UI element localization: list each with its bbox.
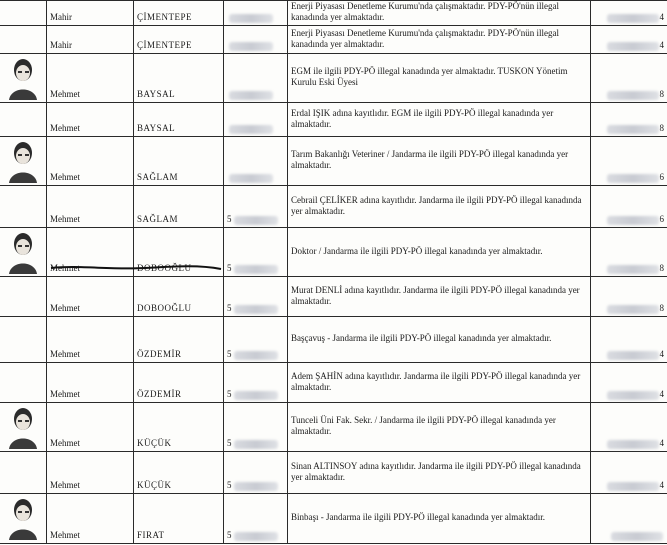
first-name-cell: Mehmet bbox=[47, 317, 134, 363]
table-row bbox=[0, 317, 667, 363]
photo-cell bbox=[0, 363, 47, 403]
table-row bbox=[0, 277, 667, 317]
last-name-cell: DOBOOĞLU bbox=[134, 228, 224, 277]
last-name-cell: KÜÇÜK bbox=[134, 403, 224, 452]
id-number-cell bbox=[224, 228, 288, 277]
id-visible-digit: 5 bbox=[227, 303, 232, 314]
table-row bbox=[0, 186, 667, 228]
id-number-cell bbox=[224, 137, 288, 186]
id-number-cell bbox=[224, 186, 288, 228]
photo-cell bbox=[0, 26, 47, 54]
description-cell: Tarım Bakanlığı Veteriner / Jandarma ile ilgili PDY-PÖ illegal kanadında yer almaktadır. bbox=[288, 137, 591, 186]
phone-visible-digit: 6 bbox=[660, 214, 665, 225]
redacted-id-blur bbox=[229, 91, 273, 100]
id-visible-digit: 5 bbox=[227, 480, 232, 491]
photo-cell bbox=[0, 186, 47, 228]
first-name-cell: Mehmet bbox=[47, 277, 134, 317]
redacted-id-blur bbox=[234, 391, 278, 400]
last-name-cell: FIRAT bbox=[134, 494, 224, 544]
first-name-cell: Mehmet bbox=[47, 228, 134, 277]
redacted-id-blur bbox=[229, 42, 273, 51]
id-visible-digit: 5 bbox=[227, 438, 232, 449]
photo-cell bbox=[0, 54, 47, 103]
table-row bbox=[0, 54, 667, 103]
table-row bbox=[0, 452, 667, 494]
photo-cell bbox=[0, 103, 47, 137]
first-name-cell: Mehmet bbox=[47, 403, 134, 452]
phone-code-cell bbox=[591, 363, 667, 403]
phone-visible-digit: 4 bbox=[660, 389, 665, 400]
phone-code-cell bbox=[591, 1, 667, 26]
phone-visible-digit: 4 bbox=[660, 40, 665, 51]
description-cell: Tunceli Üni Fak. Sekr. / Jandarma ile ilgili PDY-PÖ illegal kanadında yer almaktadır. bbox=[288, 403, 591, 452]
description-cell: Enerji Piyasası Denetleme Kurumu'nda çalışmaktadır. PDY-PÖ'nün illegal kanadında yer almaktadır. bbox=[288, 26, 591, 54]
id-number-cell bbox=[224, 452, 288, 494]
id-visible-digit: 5 bbox=[227, 349, 232, 360]
redacted-phone-blur bbox=[611, 532, 663, 541]
last-name-cell: ÖZDEMİR bbox=[134, 317, 224, 363]
redacted-phone-blur bbox=[607, 14, 659, 23]
id-number-cell bbox=[224, 403, 288, 452]
person-photo bbox=[1, 403, 45, 451]
phone-visible-digit: 8 bbox=[660, 89, 665, 100]
redacted-phone-blur bbox=[607, 351, 659, 360]
redacted-phone-blur bbox=[607, 91, 659, 100]
id-visible-digit: 5 bbox=[227, 214, 232, 225]
table-row bbox=[0, 494, 667, 544]
description-cell: Enerji Piyasası Denetleme Kurumu'nda çalışmaktadır. PDY-PÖ'nün illegal kanadında yer almaktadır. bbox=[288, 1, 591, 26]
phone-code-cell bbox=[591, 103, 667, 137]
id-number-cell bbox=[224, 317, 288, 363]
last-name-cell: BAYSAL bbox=[134, 103, 224, 137]
first-name-cell: Mahir bbox=[47, 1, 134, 26]
redacted-id-blur bbox=[229, 14, 273, 23]
phone-visible-digit: 8 bbox=[660, 123, 665, 134]
photo-cell bbox=[0, 403, 47, 452]
photo-cell bbox=[0, 137, 47, 186]
id-number-cell bbox=[224, 26, 288, 54]
phone-visible-digit: 8 bbox=[660, 303, 665, 314]
table-row bbox=[0, 137, 667, 186]
first-name-cell: Mehmet bbox=[47, 103, 134, 137]
description-cell: EGM ile ilgili PDY-PÖ illegal kanadında yer almaktadır. TUSKON Yönetim Kurulu Eski Üyesi bbox=[288, 54, 591, 103]
person-photo bbox=[1, 54, 45, 102]
description-cell: Erdal IŞIK adına kayıtlıdır. EGM ile ilgili PDY-PÖ illegal kanadında yer almaktadır. bbox=[288, 103, 591, 137]
last-name-cell: BAYSAL bbox=[134, 54, 224, 103]
redacted-id-blur bbox=[229, 125, 273, 134]
first-name-cell: Mehmet bbox=[47, 54, 134, 103]
redacted-id-blur bbox=[234, 532, 278, 541]
last-name-cell: ÇİMENTEPE bbox=[134, 1, 224, 26]
photo-cell bbox=[0, 277, 47, 317]
redacted-phone-blur bbox=[607, 482, 659, 491]
photo-cell bbox=[0, 317, 47, 363]
first-name-cell: Mehmet bbox=[47, 494, 134, 544]
person-photo bbox=[1, 137, 45, 185]
phone-visible-digit: 8 bbox=[660, 263, 665, 274]
phone-visible-digit: 4 bbox=[660, 349, 665, 360]
id-number-cell bbox=[224, 1, 288, 26]
redacted-id-blur bbox=[234, 216, 278, 225]
person-photo bbox=[1, 494, 45, 542]
redacted-phone-blur bbox=[607, 174, 659, 183]
table-row bbox=[0, 403, 667, 452]
first-name-cell: Mehmet bbox=[47, 186, 134, 228]
table-row bbox=[0, 26, 667, 54]
phone-code-cell bbox=[591, 494, 667, 544]
redacted-phone-blur bbox=[607, 42, 659, 51]
handwritten-underline bbox=[50, 262, 222, 274]
id-visible-digit: 5 bbox=[227, 389, 232, 400]
redacted-id-blur bbox=[229, 174, 273, 183]
photo-cell bbox=[0, 494, 47, 544]
redacted-phone-blur bbox=[607, 305, 659, 314]
description-cell: Başçavuş - Jandarma ile ilgili PDY-PÖ illegal kanadında yer almaktadır. bbox=[288, 317, 591, 363]
redacted-phone-blur bbox=[607, 125, 659, 134]
first-name-cell: Mehmet bbox=[47, 452, 134, 494]
phone-code-cell bbox=[591, 452, 667, 494]
last-name-cell: ÇİMENTEPE bbox=[134, 26, 224, 54]
redacted-phone-blur bbox=[607, 265, 659, 274]
id-number-cell bbox=[224, 363, 288, 403]
photo-cell bbox=[0, 1, 47, 26]
description-cell: Binbaşı - Jandarma ile ilgili PDY-PÖ illegal kanadında yer almaktadır. bbox=[288, 494, 591, 544]
redacted-id-blur bbox=[234, 265, 278, 274]
phone-code-cell bbox=[591, 54, 667, 103]
description-cell: Murat DENLİ adına kayıtlıdır. Jandarma ile ilgili PDY-PÖ illegal kanadında yer almaktadır. bbox=[288, 277, 591, 317]
phone-code-cell bbox=[591, 137, 667, 186]
id-number-cell bbox=[224, 494, 288, 544]
phone-code-cell bbox=[591, 277, 667, 317]
redacted-phone-blur bbox=[607, 440, 659, 449]
description-cell: Sinan ALTINSOY adına kayıtlıdır. Jandarma ile ilgili PDY-PÖ illegal kanadında yer almaktadır. bbox=[288, 452, 591, 494]
first-name-cell: Mehmet bbox=[47, 137, 134, 186]
photo-cell bbox=[0, 452, 47, 494]
description-cell: Cebrail ÇELİKER adına kayıtlıdır. Jandarma ile ilgili PDY-PÖ illegal kanadında yer almaktadır. bbox=[288, 186, 591, 228]
phone-visible-digit: 6 bbox=[660, 172, 665, 183]
phone-code-cell bbox=[591, 317, 667, 363]
last-name-cell: SAĞLAM bbox=[134, 137, 224, 186]
redacted-id-blur bbox=[234, 305, 278, 314]
phone-code-cell bbox=[591, 228, 667, 277]
redacted-id-blur bbox=[234, 351, 278, 360]
table-row bbox=[0, 363, 667, 403]
last-name-cell: DOBOOĞLU bbox=[134, 277, 224, 317]
id-number-cell bbox=[224, 103, 288, 137]
phone-code-cell bbox=[591, 26, 667, 54]
photo-cell bbox=[0, 228, 47, 277]
id-number-cell bbox=[224, 277, 288, 317]
phone-visible-digit: 4 bbox=[660, 480, 665, 491]
first-name-cell: Mehmet bbox=[47, 363, 134, 403]
phone-code-cell bbox=[591, 186, 667, 228]
id-visible-digit: 5 bbox=[227, 263, 232, 274]
redacted-id-blur bbox=[234, 482, 278, 491]
id-visible-digit: 5 bbox=[227, 530, 232, 541]
redacted-phone-blur bbox=[607, 391, 659, 400]
last-name-cell: SAĞLAM bbox=[134, 186, 224, 228]
table-row bbox=[0, 1, 667, 26]
last-name-cell: ÖZDEMİR bbox=[134, 363, 224, 403]
description-cell: Adem ŞAHİN adına kayıtlıdır. Jandarma ile ilgili PDY-PÖ illegal kanadında yer almaktadır. bbox=[288, 363, 591, 403]
table-row bbox=[0, 103, 667, 137]
redacted-id-blur bbox=[234, 440, 278, 449]
first-name-cell: Mahir bbox=[47, 26, 134, 54]
person-photo bbox=[1, 228, 45, 276]
phone-code-cell bbox=[591, 403, 667, 452]
last-name-cell: KÜÇÜK bbox=[134, 452, 224, 494]
id-number-cell bbox=[224, 54, 288, 103]
description-cell: Doktor / Jandarma ile ilgili PDY-PÖ illegal kanadında yer almaktadır. bbox=[288, 228, 591, 277]
redacted-phone-blur bbox=[607, 216, 659, 225]
phone-visible-digit: 4 bbox=[660, 438, 665, 449]
phone-visible-digit: 4 bbox=[660, 12, 665, 23]
